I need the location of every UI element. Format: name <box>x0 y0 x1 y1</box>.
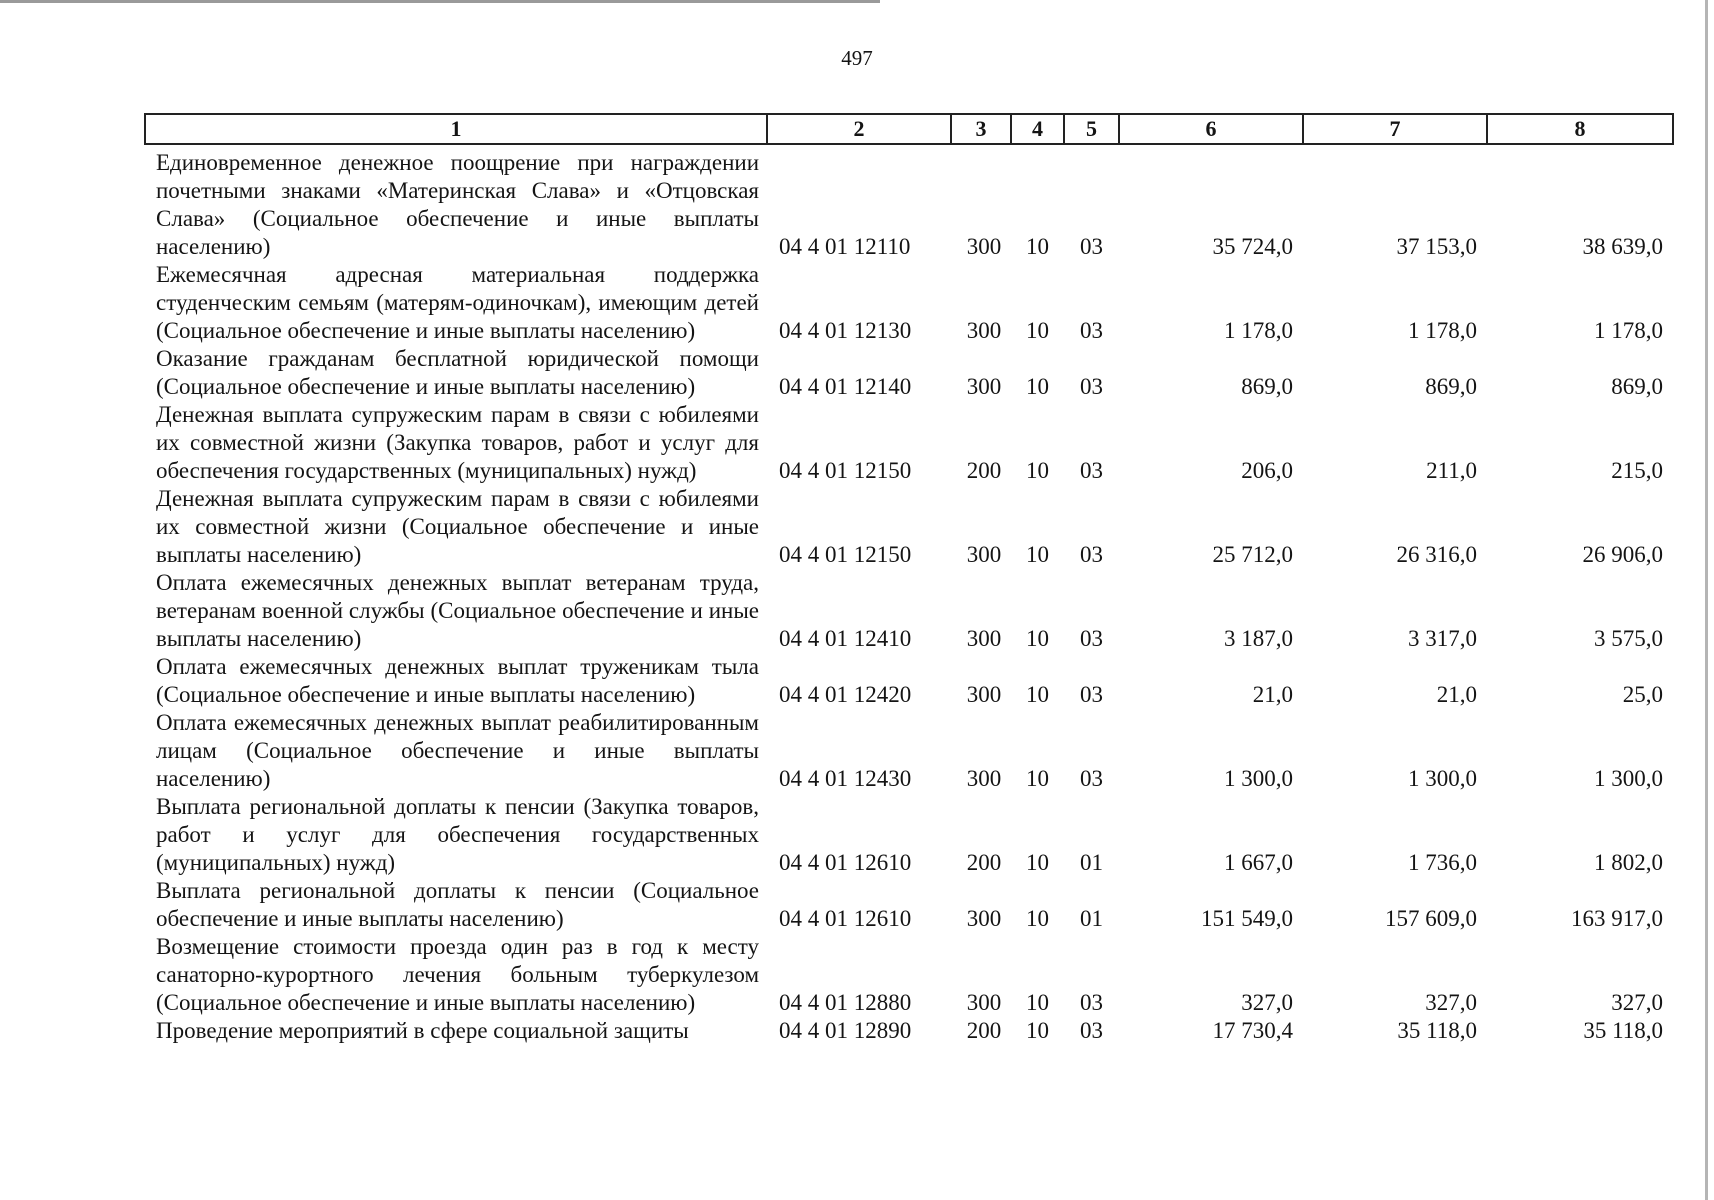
expense-name: Денежная выплата супружеским парам в связи с юбилеями их совместной жизни (Социальное обеспечение и иные выплаты населению) <box>156 486 759 567</box>
amount-col-8: 163 917,0 <box>1571 906 1663 931</box>
section-code: 10 <box>1026 906 1049 931</box>
header-cell-3: 3 <box>951 114 1011 144</box>
amount-col-8: 3 575,0 <box>1594 626 1663 651</box>
section-code: 10 <box>1026 318 1049 343</box>
target-article-code: 04 4 01 12130 <box>779 318 912 343</box>
amount-col-7: 327,0 <box>1425 990 1477 1015</box>
amount-col-7: 157 609,0 <box>1385 906 1477 931</box>
subsection-code: 03 <box>1080 1018 1103 1043</box>
amount-col-6: 206,0 <box>1241 458 1293 483</box>
subsection-code: 03 <box>1080 990 1103 1015</box>
expense-name: Оплата ежемесячных денежных выплат труженикам тыла (Социальное обеспечение и иные выплаты населению) <box>156 654 759 707</box>
expense-type-code: 300 <box>966 990 1002 1015</box>
target-article-code: 04 4 01 12890 <box>779 1018 912 1043</box>
amount-col-6: 21,0 <box>1252 682 1293 707</box>
section-code: 10 <box>1026 542 1049 567</box>
amount-col-6: 1 667,0 <box>1224 850 1293 875</box>
expense-type-code: 300 <box>966 906 1002 931</box>
amount-col-6: 869,0 <box>1241 374 1293 399</box>
section-code: 10 <box>1026 850 1049 875</box>
scan-top-rule <box>0 0 880 3</box>
amount-col-8: 327,0 <box>1611 990 1663 1015</box>
expense-name: Проведение мероприятий в сфере социальной защиты <box>156 1018 689 1043</box>
amount-col-6: 25 712,0 <box>1212 542 1293 567</box>
amount-col-8: 26 906,0 <box>1582 542 1663 567</box>
expense-name: Оплата ежемесячных денежных выплат реабилитированным лицам (Социальное обеспечение и иные выплаты населению) <box>156 710 759 791</box>
expense-type-code: 200 <box>966 458 1002 483</box>
subsection-code: 03 <box>1080 542 1103 567</box>
amount-col-7: 26 316,0 <box>1396 542 1477 567</box>
subsection-code: 03 <box>1080 682 1103 707</box>
amount-col-8: 38 639,0 <box>1582 234 1663 259</box>
subsection-code: 03 <box>1080 766 1103 791</box>
budget-table <box>144 113 1674 1045</box>
table-body <box>145 144 1673 1045</box>
expense-name: Оплата ежемесячных денежных выплат ветеранам труда, ветеранам военной службы (Социальное обеспечение и иные выплаты населению) <box>156 570 759 651</box>
subsection-code: 03 <box>1080 626 1103 651</box>
table-row <box>145 653 1673 709</box>
expense-type-code: 200 <box>966 1018 1002 1043</box>
section-code: 10 <box>1026 990 1049 1015</box>
amount-col-8: 1 300,0 <box>1594 766 1663 791</box>
section-code: 10 <box>1026 458 1049 483</box>
amount-col-8: 35 118,0 <box>1583 1018 1663 1043</box>
expense-name: Выплата региональной доплаты к пенсии (Закупка товаров, работ и услуг для обеспечения государственных (муниципальных) нужд) <box>156 794 759 875</box>
expense-type-code: 300 <box>966 318 1002 343</box>
table-row <box>145 793 1673 877</box>
target-article-code: 04 4 01 12610 <box>779 850 912 875</box>
subsection-code: 01 <box>1080 906 1103 931</box>
amount-col-6: 17 730,4 <box>1212 1018 1293 1043</box>
header-cell-4: 4 <box>1011 114 1064 144</box>
table-row <box>145 144 1673 261</box>
header-cell-2: 2 <box>767 114 951 144</box>
amount-col-7: 869,0 <box>1425 374 1477 399</box>
header-row <box>145 114 1673 144</box>
expense-name: Выплата региональной доплаты к пенсии (Социальное обеспечение и иные выплаты населению) <box>156 878 759 931</box>
table-row <box>145 485 1673 569</box>
target-article-code: 04 4 01 12140 <box>779 374 912 399</box>
amount-col-7: 37 153,0 <box>1396 234 1477 259</box>
expense-name: Ежемесячная адресная материальная поддержка студенческим семьям (матерям-одиночкам), имеющим детей (Социальное обеспечение и иные выплаты населению) <box>156 262 759 343</box>
target-article-code: 04 4 01 12150 <box>779 458 912 483</box>
target-article-code: 04 4 01 12880 <box>779 990 912 1015</box>
expense-type-code: 300 <box>966 374 1002 399</box>
header-cell-7: 7 <box>1303 114 1487 144</box>
amount-col-7: 3 317,0 <box>1408 626 1477 651</box>
subsection-code: 01 <box>1080 850 1103 875</box>
section-code: 10 <box>1026 234 1049 259</box>
expense-name: Возмещение стоимости проезда один раз в год к месту санаторно-курортного лечения больным туберкулезом (Социальное обеспечение и иные выплаты населению) <box>156 934 759 1015</box>
table-row <box>145 569 1673 653</box>
table-row <box>145 401 1673 485</box>
expense-type-code: 200 <box>966 850 1002 875</box>
amount-col-8: 869,0 <box>1611 374 1663 399</box>
scan-right-rule <box>1705 0 1708 1200</box>
subsection-code: 03 <box>1080 234 1103 259</box>
amount-col-7: 35 118,0 <box>1397 1018 1477 1043</box>
table-row <box>145 261 1673 345</box>
section-code: 10 <box>1026 626 1049 651</box>
section-code: 10 <box>1026 682 1049 707</box>
subsection-code: 03 <box>1080 374 1103 399</box>
expense-type-code: 300 <box>966 682 1002 707</box>
page-number: 497 <box>841 46 873 70</box>
amount-col-6: 151 549,0 <box>1201 906 1293 931</box>
amount-col-8: 1 802,0 <box>1594 850 1663 875</box>
amount-col-6: 1 178,0 <box>1224 318 1293 343</box>
expense-name: Денежная выплата супружеским парам в связи с юбилеями их совместной жизни (Закупка товаров, работ и услуг для обеспечения государственных (муниципальных) нужд) <box>156 402 759 483</box>
section-code: 10 <box>1026 1018 1049 1043</box>
target-article-code: 04 4 01 12610 <box>779 906 912 931</box>
expense-type-code: 300 <box>966 542 1002 567</box>
expense-type-code: 300 <box>966 766 1002 791</box>
amount-col-6: 3 187,0 <box>1224 626 1293 651</box>
amount-col-7: 211,0 <box>1426 458 1477 483</box>
subsection-code: 03 <box>1080 318 1103 343</box>
target-article-code: 04 4 01 12150 <box>779 542 912 567</box>
table-row <box>145 709 1673 793</box>
amount-col-6: 327,0 <box>1241 990 1293 1015</box>
subsection-code: 03 <box>1080 458 1103 483</box>
expense-name: Оказание гражданам бесплатной юридической помощи (Социальное обеспечение и иные выплаты населению) <box>156 346 759 399</box>
amount-col-7: 1 736,0 <box>1408 850 1477 875</box>
table-row <box>145 933 1673 1017</box>
amount-col-8: 1 178,0 <box>1594 318 1663 343</box>
table-row <box>145 877 1673 933</box>
amount-col-7: 1 300,0 <box>1408 766 1477 791</box>
section-code: 10 <box>1026 374 1049 399</box>
expense-name: Единовременное денежное поощрение при награждении почетными знаками «Материнская Слава» и «Отцовская Слава» (Социальное обеспечение и иные выплаты населению) <box>156 150 759 259</box>
amount-col-8: 25,0 <box>1622 682 1663 707</box>
amount-col-8: 215,0 <box>1611 458 1663 483</box>
header-cell-8: 8 <box>1487 114 1673 144</box>
amount-col-7: 21,0 <box>1436 682 1477 707</box>
target-article-code: 04 4 01 12410 <box>779 626 912 651</box>
table-row <box>145 345 1673 401</box>
amount-col-6: 1 300,0 <box>1224 766 1293 791</box>
table-row <box>145 1017 1673 1045</box>
expense-type-code: 300 <box>966 234 1002 259</box>
amount-col-7: 1 178,0 <box>1408 318 1477 343</box>
amount-col-6: 35 724,0 <box>1212 234 1293 259</box>
header-cell-6: 6 <box>1119 114 1303 144</box>
target-article-code: 04 4 01 12420 <box>779 682 912 707</box>
expense-type-code: 300 <box>966 626 1002 651</box>
section-code: 10 <box>1026 766 1049 791</box>
target-article-code: 04 4 01 12430 <box>779 766 912 791</box>
header-cell-5: 5 <box>1064 114 1119 144</box>
header-cell-1: 1 <box>145 114 767 144</box>
target-article-code: 04 4 01 12110 <box>779 234 911 259</box>
